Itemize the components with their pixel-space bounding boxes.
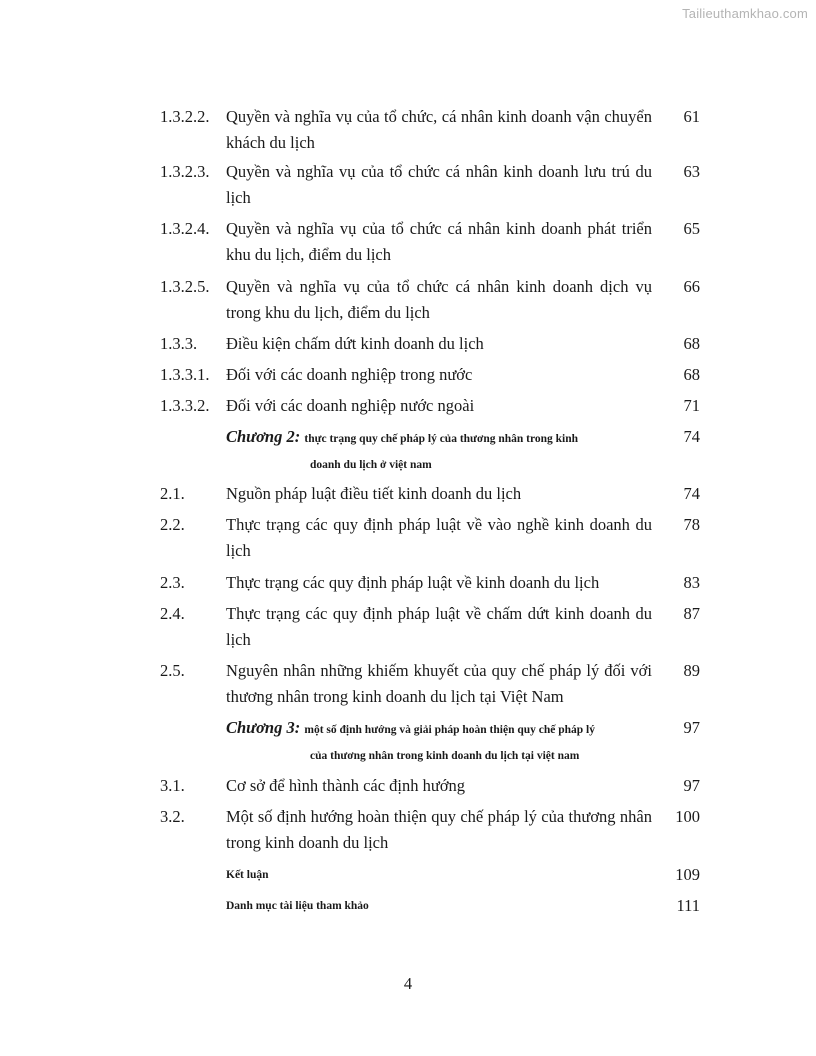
toc-conclusion	[160, 862, 720, 893]
toc-entry	[160, 601, 720, 658]
toc-entry	[160, 804, 720, 862]
toc-entry	[160, 570, 720, 601]
toc-entry-number: 3.1.	[160, 776, 185, 795]
toc-entry-text: Nguồn pháp luật điều tiết kinh doanh du lịch	[226, 484, 522, 503]
toc-entry-page: 89	[683, 661, 700, 680]
toc-entry-number: 2.2.	[160, 515, 185, 534]
toc-entry-number: 1.3.3.1.	[160, 365, 210, 384]
toc-entry	[160, 773, 720, 804]
toc-entry-number: 1.3.2.2.	[160, 107, 210, 126]
toc-entry-page: 74	[683, 484, 700, 503]
toc-entry-text: Điều kiện chấm dứt kinh doanh du lịch	[226, 334, 484, 353]
toc-entry-page: 78	[683, 515, 700, 534]
toc-entry-text: Kết luận	[226, 869, 269, 881]
toc-entry-number: 3.2.	[160, 807, 185, 826]
toc-entry-page: 83	[683, 573, 700, 592]
toc-entry	[160, 481, 720, 512]
chapter-3-heading: Chương 3: một số định hướng và giải pháp hoàn thiện quy chế pháp lý của thương nhân trong kinh doanh du lịch tại việt nam 97	[160, 715, 720, 773]
toc-entry-page: 65	[683, 219, 700, 238]
toc-entry	[160, 658, 720, 715]
toc-entry-number: 1.3.2.3.	[160, 162, 210, 181]
chapter-label: Chương 3	[226, 718, 295, 737]
table-of-contents	[160, 104, 720, 924]
toc-entry-page: 100	[675, 807, 700, 826]
page-number: 4	[403, 974, 413, 993]
toc-entry-number: 1.3.3.	[160, 334, 198, 353]
toc-entry-text: Danh mục tài liệu tham khảo	[226, 900, 369, 912]
toc-entry-text: Quyền và nghĩa vụ của tổ chức cá nhân kinh doanh lưu trú du lịch	[226, 162, 652, 207]
toc-entry-page: 111	[676, 896, 700, 915]
toc-entry-number: 1.3.2.5.	[160, 277, 210, 296]
toc-entry-text: Một số định hướng hoàn thiện quy chế pháp lý của thương nhân trong kinh doanh du lịch	[226, 807, 652, 852]
toc-entry-text: Quyền và nghĩa vụ của tổ chức cá nhân kinh doanh phát triển khu du lịch, điểm du lịch	[226, 219, 652, 264]
toc-entry-page: 61	[683, 107, 700, 126]
toc-entry	[160, 331, 720, 362]
toc-entry-number: 1.3.3.2.	[160, 396, 210, 415]
toc-entry-page: 87	[683, 604, 700, 623]
toc-entry	[160, 274, 720, 331]
toc-entry	[160, 512, 720, 570]
toc-entry-text: Quyền và nghĩa vụ của tổ chức cá nhân kinh doanh dịch vụ trong khu du lịch, điểm du lịch	[226, 277, 652, 322]
toc-entry-text: Thực trạng các quy định pháp luật về kinh doanh du lịch	[226, 573, 600, 592]
toc-entry-page: 97	[683, 718, 700, 737]
toc-entry-number: 2.3.	[160, 573, 185, 592]
toc-entry-page: 97	[683, 776, 700, 795]
toc-entry-page: 109	[675, 865, 700, 884]
toc-entry-number: 1.3.2.4.	[160, 219, 210, 238]
toc-references	[160, 893, 720, 924]
toc-entry-text: Đối với các doanh nghiệp nước ngoài	[226, 396, 475, 415]
toc-entry-text: Nguyên nhân những khiếm khuyết của quy chế pháp lý đối với thương nhân trong kinh doanh du lịch tại Việt Nam	[226, 661, 652, 706]
chapter-2-heading: Chương 2: thực trạng quy chế pháp lý của thương nhân trong kinh doanh du lịch ở việt nam 74	[160, 424, 720, 481]
chapter-label: Chương 2	[226, 427, 295, 446]
toc-entry-text: Quyền và nghĩa vụ của tổ chức, cá nhân kinh doanh vận chuyển khách du lịch	[226, 107, 652, 152]
toc-entry	[160, 362, 720, 393]
toc-entry-number: 2.1.	[160, 484, 185, 503]
chapter-title-line-1: một số định hướng và giải pháp hoàn thiện quy chế pháp lý	[304, 724, 596, 736]
toc-entry	[160, 393, 720, 424]
toc-entry-page: 71	[683, 396, 700, 415]
toc-entry-text: Đối với các doanh nghiệp trong nước	[226, 365, 473, 384]
toc-entry	[160, 159, 720, 216]
toc-entry-number: 2.4.	[160, 604, 185, 623]
toc-entry-page: 66	[683, 277, 700, 296]
toc-entry-page: 63	[683, 162, 700, 181]
toc-entry-text: Thực trạng các quy định pháp luật về vào nghề kinh doanh du lịch	[226, 515, 652, 560]
toc-entry-page: 68	[683, 365, 700, 384]
toc-entry-number: 2.5.	[160, 661, 185, 680]
toc-entry	[160, 216, 720, 274]
toc-entry-page: 74	[683, 427, 700, 446]
chapter-title-line-1: thực trạng quy chế pháp lý của thương nhân trong kinh	[304, 433, 579, 445]
chapter-title-line-2: của thương nhân trong kinh doanh du lịch tại việt nam	[310, 750, 580, 762]
toc-entry-text: Thực trạng các quy định pháp luật về chấm dứt kinh doanh du lịch	[226, 604, 652, 649]
watermark: Tailieuthamkhao.com	[682, 6, 808, 21]
toc-entry-text: Cơ sở để hình thành các định hướng	[226, 776, 466, 795]
toc-entry	[160, 104, 720, 159]
chapter-title-line-2: doanh du lịch ở việt nam	[310, 459, 432, 471]
toc-entry-page: 68	[683, 334, 700, 353]
